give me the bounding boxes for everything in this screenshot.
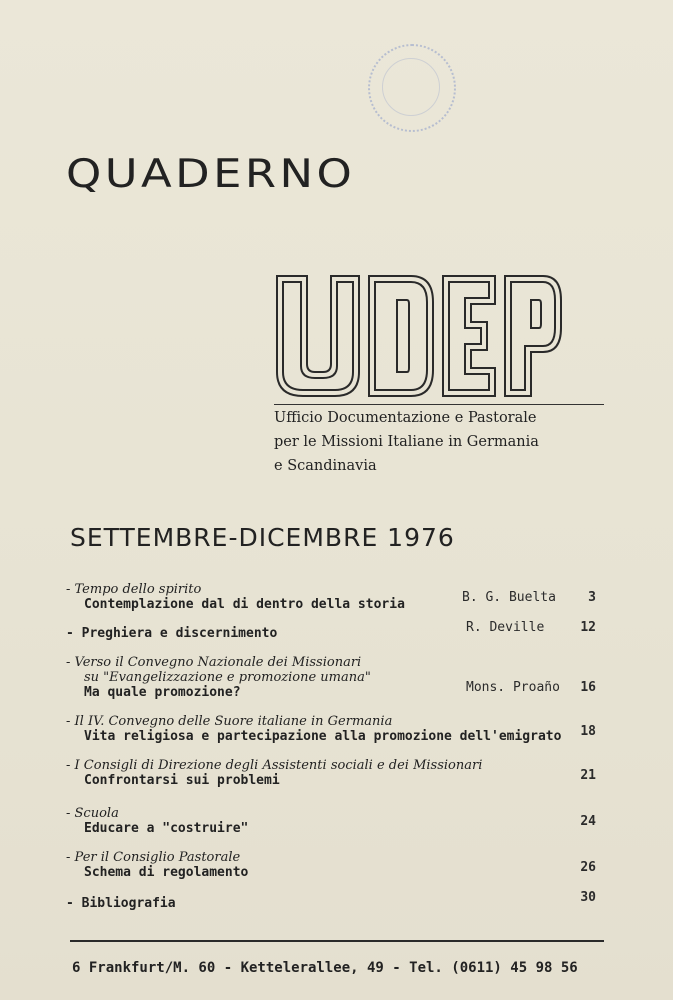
footer-divider xyxy=(70,940,604,942)
toc-author: B. G. Buelta xyxy=(462,590,556,605)
udep-logo-icon xyxy=(273,272,563,400)
library-stamp-icon xyxy=(368,44,456,132)
toc-entry xyxy=(66,806,606,836)
toc-title: Educare a "costruire" xyxy=(84,821,249,836)
toc-section-detail: su "Evangelizzazione e promozione umana" xyxy=(84,670,371,685)
toc-author: R. Deville xyxy=(466,620,545,635)
toc-title: Contemplazione dal di dentro della storia xyxy=(84,597,405,612)
subtitle-line-3: e Scandinavia xyxy=(274,458,377,474)
toc-title: Schema di regolamento xyxy=(84,865,249,880)
toc-title: - Preghiera e discernimento xyxy=(66,626,278,641)
subtitle-line-2: per le Missioni Italiane in Germania xyxy=(274,434,539,450)
udep-logo xyxy=(273,272,563,400)
toc-section: - Per il Consiglio Pastorale xyxy=(66,850,241,865)
toc-title: - Bibliografia xyxy=(66,896,176,911)
toc-section: - Il IV. Convegno delle Suore italiane in Germania xyxy=(66,714,393,729)
subtitle-line-1: Ufficio Documentazione e Pastorale xyxy=(274,410,537,426)
toc-page: 30 xyxy=(580,890,596,905)
toc-entry xyxy=(66,896,606,911)
toc-page: 26 xyxy=(580,860,596,875)
header-divider xyxy=(274,404,604,405)
toc-section: - I Consigli di Direzione degli Assistenti sociali e dei Missionari xyxy=(66,758,483,773)
toc-title: Confrontarsi sui problemi xyxy=(84,773,280,788)
toc-section: - Scuola xyxy=(66,806,119,821)
toc-page: 24 xyxy=(580,814,596,829)
publication-label: QUADERNO xyxy=(66,152,356,197)
footer-address: 6 Frankfurt/M. 60 - Kettelerallee, 49 - Tel. (0611) 45 98 56 xyxy=(72,960,578,976)
toc-page: 3 xyxy=(588,590,596,605)
toc-title: Vita religiosa e partecipazione alla promozione dell'emigrato xyxy=(84,729,562,744)
toc-entry xyxy=(66,850,606,880)
toc-page: 21 xyxy=(580,768,596,783)
toc-section: - Verso il Convegno Nazionale dei Missionari xyxy=(66,655,362,670)
toc-page: 18 xyxy=(580,724,596,739)
toc-section: - Tempo dello spirito xyxy=(66,582,202,597)
toc-title: Ma quale promozione? xyxy=(84,685,241,700)
toc-entry xyxy=(66,714,606,744)
toc-page: 12 xyxy=(580,620,596,635)
toc-entry xyxy=(66,758,606,788)
issue-period: SETTEMBRE-DICEMBRE 1976 xyxy=(70,523,455,552)
toc-page: 16 xyxy=(580,680,596,695)
toc-author: Mons. Proaño xyxy=(466,680,560,695)
